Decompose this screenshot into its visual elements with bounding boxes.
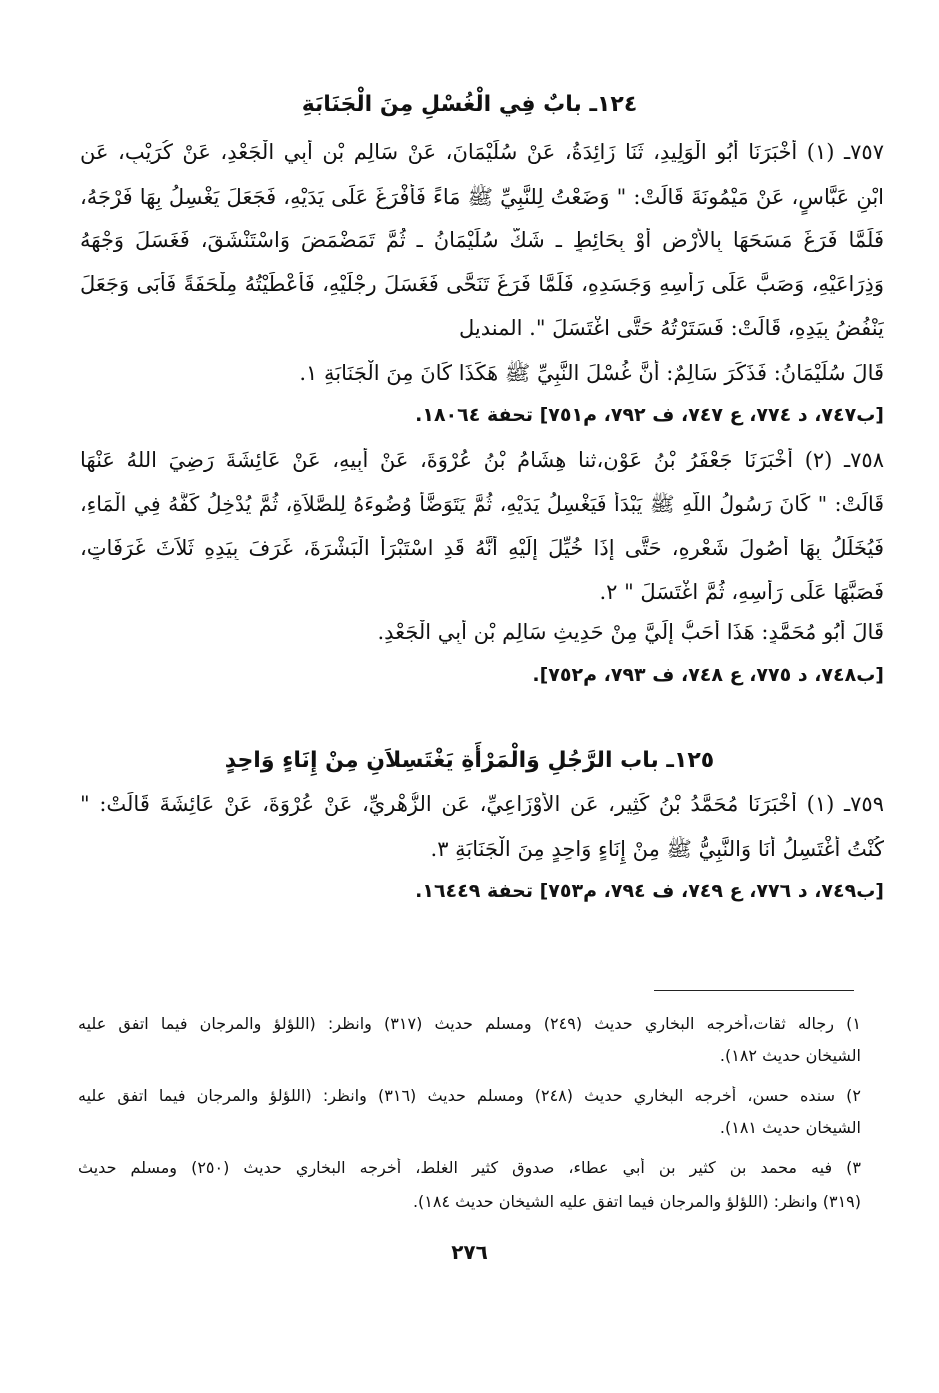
hadith-758-reference: [ب٧٤٨، د ٧٧٥، ع ٧٤٨، ف ٧٩٣، م٧٥٢]. [532, 664, 884, 686]
chapter-heading-124: ١٢٤ـ بابٌ فِي الْغُسْلِ مِنَ الْجَنَابَةِ [301, 92, 638, 117]
hadith-759-line-2: كُنْتُ أَغْتَسِلُ أَنَا وَالنَّبِيُّ ﷺ مِنْ إِنَاءٍ وَاحِدٍ مِنَ الْجَنَابَةِ ٣. [430, 837, 884, 861]
hadith-757-line-4: وَذِرَاعَيْهِ، وَصَبَّ عَلَى رَأْسِهِ وَجَسَدِهِ، فَلَمَّا فَرَغَ تَنَحَّى فَغَسَلَ رِجْلَيْهِ، فَأَعْطَيْتُهُ مِلْحَفَةً فَأَبَى وَجَعَلَ [80, 272, 884, 296]
hadith-758-line-3: فَيُخَلِّلُ بِهَا أُصُولَ شَعْرِهِ، حَتَّى إِذَا خُيِّلَ إِلَيْهِ أَنَّهُ قَدِ اسْتَبْرَأَ الْبَشْرَةَ، غَرَفَ بِيَدِهِ ثَلاَثَ غَرَفَاتٍ، [80, 536, 884, 560]
hadith-757-reference: [ب٧٤٧، د ٧٧٤، ع ٧٤٧، ف ٧٩٢، م٧٥١] تحفة ١٨٠٦٤. [415, 404, 884, 426]
hadith-758-line-1: ٧٥٨ـ (٢) أَخْبَرَنَا جَعْفَرُ بْنُ عَوْنٍ،ثنا هِشَامُ بْنُ عُرْوَةَ، عَنْ أَبِيهِ، عَنْ عَائِشَةَ رَضِيَ اللهُ عَنْهَا [80, 448, 884, 472]
footnote-2-line-2: الشيخان حديث ١٨١). [719, 1118, 861, 1137]
hadith-757-note: قَالَ سُلَيْمَانُ: فَذَكَرَ سَالِمٌ: أَنَّ غُسْلَ النَّبِيِّ ﷺ هَكَذَا كَانَ مِنَ الْجَنَابَةِ ١. [299, 361, 884, 385]
footnote-3-line-1: ٣) فيه محمد بن كثير بن أبي عطاء، صدوق كثير الغلط، أخرجه البخاري حديث (٢٥٠) ومسلم حديث [78, 1158, 861, 1177]
hadith-758-note: قَالَ أَبُو مُحَمَّدٍ: هَذَا أَحَبُّ إِلَيَّ مِنْ حَدِيثِ سَالِمِ بْنِ أَبِي الْجَعْدِ. [377, 620, 884, 644]
hadith-757-line-3: فَلَمَّا فَرَغَ مَسَحَهَا بِالأَرْضِ أَوْ بِحَائِطٍ ـ شَكَّ سُلَيْمَانُ ـ ثُمَّ تَمَضْمَضَ وَاسْتَنْشَقَ، فَغَسَلَ وَجْهَهُ [80, 228, 884, 252]
hadith-757-line-2: ابْنِ عَبَّاسٍ، عَنْ مَيْمُونَةَ قَالَتْ: " وَضَعْتُ لِلنَّبِيِّ ﷺ مَاءً فَأَفْرَغَ عَلَى يَدَيْهِ، فَجَعَلَ يَغْسِلُ بِهَا فَرْجَهُ، [80, 185, 884, 209]
page-number: ٢٧٦ [451, 1240, 488, 1264]
chapter-heading-125: ١٢٥ـ باب الرَّجُلِ وَالْمَرْأَةِ يَغْتَسِلاَنِ مِنْ إِنَاءٍ وَاحِدٍ [224, 748, 715, 773]
hadith-758-line-4: فَصَبَّهَا عَلَى رَأْسِهِ، ثُمَّ اغْتَسَلَ " ٢. [599, 580, 884, 604]
footnote-separator [654, 990, 854, 991]
footnote-1-line-1: ١) رجاله ثقات،أخرجه البخاري حديث (٢٤٩) ومسلم حديث (٣١٧) وانظر: (اللؤلؤ والمرجان فيما اتفق عليه [78, 1014, 861, 1033]
hadith-757-line-5: يَنْفُضُ بِيَدِهِ، قَالَتْ: فَسَتَرْتُهُ حَتَّى اغْتَسَلَ ". المنديل [458, 316, 884, 340]
footnote-1-line-2: الشيخان حديث ١٨٢). [719, 1046, 861, 1065]
hadith-759-line-1: ٧٥٩ـ (١) أَخْبَرَنَا مُحَمَّدُ بْنُ كَثِيرٍ، عَنِ الأَوْزَاعِيِّ، عَنِ الزُّهْرِيِّ، عَنْ عُرْوَةَ، عَنْ عَائِشَةَ قَالَتْ: " [80, 792, 884, 816]
hadith-757-line-1: ٧٥٧ـ (١) أَخْبَرَنَا أَبُو الْوَلِيدِ، ثَنَا زَائِدَةُ، عَنْ سُلَيْمَانَ، عَنْ سَالِمِ بْنِ أَبِي الْجَعْدِ، عَنْ كُرَيْبٍ، عَنِ [80, 140, 884, 164]
footnote-2-line-1: ٢) سنده حسن، أخرجه البخاري حديث (٢٤٨) ومسلم حديث (٣١٦) وانظر: (اللؤلؤ والمرجان فيما اتفق عليه [78, 1086, 861, 1105]
hadith-759-reference: [ب٧٤٩، د ٧٧٦، ع ٧٤٩، ف ٧٩٤، م٧٥٣] تحفة ١٦٤٤٩. [415, 880, 884, 902]
hadith-758-line-2: قَالَتْ: " كَانَ رَسُولُ اللَّهِ ﷺ يَبْدَأُ فَيَغْسِلُ يَدَيْهِ، ثُمَّ يَتَوَضَّأُ وُضُوءَهُ لِلصَّلاَةِ، ثُمَّ يُدْخِلُ كَفَّهُ فِي الْمَاءِ، [80, 492, 884, 516]
footnote-3-line-2: (٣١٩) وانظر: (اللؤلؤ والمرجان فيما اتفق عليه الشيخان حديث ١٨٤). [412, 1192, 861, 1211]
